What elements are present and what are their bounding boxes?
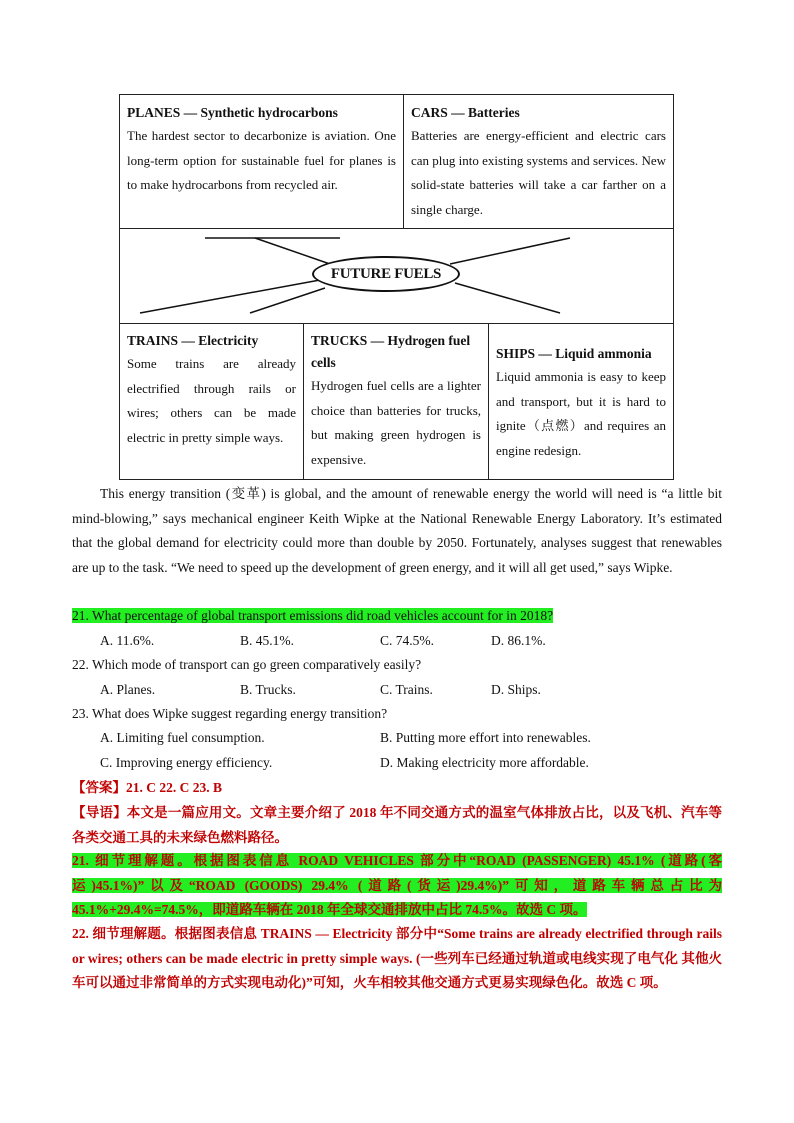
- answer-value: 21. C 22. C 23. B: [126, 780, 223, 795]
- figure-top-row: [120, 95, 673, 229]
- q21-option-d: D. 86.1%.: [491, 633, 546, 648]
- answer-line: [72, 776, 222, 801]
- q21-option-b: B. 45.1%.: [240, 633, 294, 648]
- cars-text: Batteries are energy-efficient and electric cars can plug into existing systems and services. New solid-state batteries will take a car farther on a single charge.: [411, 128, 666, 217]
- ships-cell: [489, 323, 673, 479]
- q23-option-c: C. Improving energy efficiency.: [100, 755, 273, 770]
- q22-option-b: B. Trucks.: [240, 682, 296, 697]
- planes-text: The hardest sector to decarbonize is aviation. One long-term option for sustainable fuel for planes is to make hydrocarbons from recycled air.: [127, 128, 396, 192]
- question-21-stem: [72, 606, 553, 626]
- cars-title: CARS — Batteries: [411, 105, 520, 120]
- passage-paragraph: This energy transition (变革) is global, and the amount of renewable energy the world will need is “a little bit mind-blowing,” says mechanical engineer Keith Wipke at the National Renewable Energy Laboratory. It’s estimated that the global demand for electricity could more than double by 2050. Fortunately, analyses suggest that renewables are up to the task. “We need to speed up the development of green energy, and it will all get used,” says Wipke.: [72, 486, 722, 575]
- future-fuels-label: FUTURE FUELS: [312, 256, 460, 292]
- q23-option-a: A. Limiting fuel consumption.: [100, 730, 265, 745]
- future-fuels-figure: [119, 94, 674, 480]
- planes-title: PLANES — Synthetic hydrocarbons: [127, 105, 338, 120]
- q23-option-b: B. Putting more effort into renewables.: [380, 730, 591, 745]
- planes-cell: [120, 95, 404, 228]
- guide-block: [72, 801, 722, 850]
- q22-option-d: D. Ships.: [491, 682, 541, 697]
- ships-text: Liquid ammonia is easy to keep and transport, but it is hard to ignite（点燃）and requires an engine redesign.: [496, 369, 666, 458]
- q22-option-a: A. Planes.: [100, 682, 156, 697]
- cars-cell: [404, 95, 673, 228]
- trucks-title: TRUCKS — Hydrogen fuel cells: [311, 333, 471, 370]
- guide-text: 本文是一篇应用文。文章主要介绍了 2018 年不同交通方式的温室气体排放占比，以及飞机、汽车等各类交通工具的未来绿色燃料路径。: [72, 805, 723, 845]
- figure-center-diagram: [120, 228, 673, 324]
- guide-label: 【导语】: [72, 805, 127, 820]
- q21-option-c: C. 74.5%.: [380, 633, 434, 648]
- trains-title: TRAINS — Electricity: [127, 333, 259, 348]
- trucks-text: Hydrogen fuel cells are a lighter choice than batteries for trucks, but making green hydrogen is expensive.: [311, 378, 481, 467]
- question-21-text: 21. What percentage of global transport emissions did road vehicles account for in 2018?: [72, 608, 554, 623]
- question-22-stem: 22. Which mode of transport can go green comparatively easily?: [72, 657, 422, 672]
- trains-text: Some trains are already electrified through rails or wires; others can be made electric in pretty simple ways.: [127, 356, 296, 445]
- figure-bottom-row: [120, 323, 673, 479]
- question-23-stem: 23. What does Wipke suggest regarding energy transition?: [72, 706, 388, 721]
- trains-cell: [120, 323, 304, 479]
- explanation-21-text: 21. 细节理解题。根据图表信息 ROAD VEHICLES 部分中“ROAD (PASSENGER) 45.1% (道路(客运)45.1%)”以及“ROAD (GOODS) 29.4% (道路(货运)29.4%)”可知，道路车辆总占比为 45.1%+29.4%=74.5%，即道路车辆在 2018 年全球交通排放中占比 74.5%。故选 C 项。: [72, 853, 722, 917]
- explanation-22: 22. 细节理解题。根据图表信息 TRAINS — Electricity 部分中“Some trains are already electrified through rails or wires; others can be made electric in pretty simple ways. (一些列车已经通过轨道或电线实现了电气化 其他火车可以通过非常简单的方式实现电动化)”可知，火车相较其他交通方式更易实现绿色化。故选 C 项。: [72, 926, 722, 990]
- answer-label: 【答案】: [72, 780, 126, 795]
- trucks-cell: [304, 323, 489, 479]
- explanation-21: [72, 849, 722, 923]
- q22-option-c: C. Trains.: [380, 682, 433, 697]
- q23-option-d: D. Making electricity more affordable.: [380, 755, 589, 770]
- ships-title: SHIPS — Liquid ammonia: [496, 346, 652, 361]
- q21-option-a: A. 11.6%.: [100, 633, 155, 648]
